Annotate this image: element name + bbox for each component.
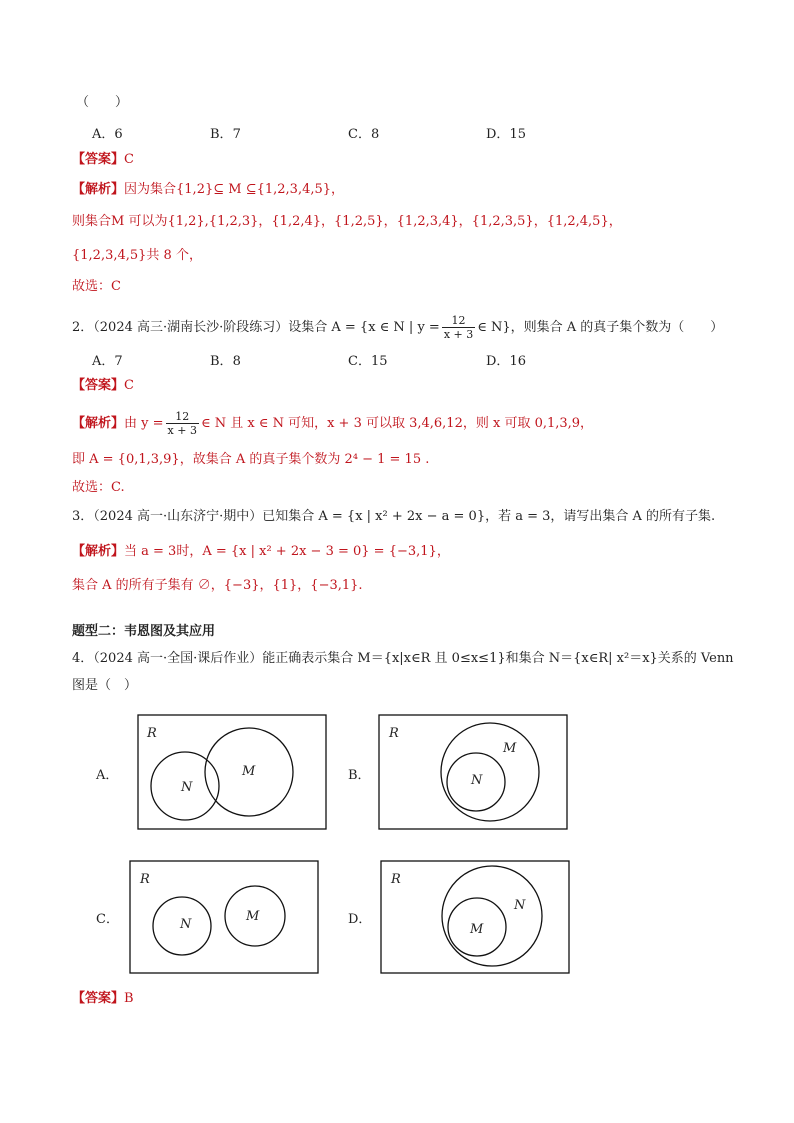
answer-value: C bbox=[124, 152, 134, 167]
venn-c-label-m: M bbox=[246, 909, 260, 924]
venn-diagram-a[interactable] bbox=[137, 714, 327, 830]
q2-option-d[interactable]: D．16 bbox=[486, 354, 526, 369]
q1-paren: （ ） bbox=[76, 95, 129, 110]
q2-analysis-line1: 【解析】由 y = $\frac{12}{x + 3}$ ∈ N 且 x ∈ N 可知，x + 3 可以取 3,4,6,12，则 x 可取 0,1,3,9， bbox=[72, 410, 594, 437]
q2-stem: 2．（2024 高三·湖南长沙·阶段练习）设集合 A = {x ∈ N | y = $\frac{12}{x + 3}$ ∈ N}，则集合 A 的真子集个数为（ ） bbox=[72, 314, 724, 341]
q2-analysis-line2: 即 A = {0,1,3,9}，故集合 A 的真子集个数为 2⁴ − 1 = 15 . bbox=[72, 452, 430, 467]
q1-analysis-line1: 【解析】因为集合{1,2}⊆ M ⊆{1,2,3,4,5}， bbox=[72, 182, 345, 197]
venn-d-label-r: R bbox=[391, 872, 401, 887]
venn-a-label-m: M bbox=[242, 764, 256, 779]
answer-tag: 【答案】 bbox=[72, 152, 125, 167]
q1-option-b[interactable]: B．7 bbox=[210, 127, 241, 142]
q4-answer bbox=[72, 990, 134, 1008]
venn-b-label-n: N bbox=[471, 773, 483, 788]
venn-a-label-r: R bbox=[147, 726, 157, 741]
q4-option-d-letter[interactable]: D． bbox=[348, 912, 372, 927]
venn-diagram-b[interactable] bbox=[378, 714, 568, 830]
q2-fraction: $\frac{12}{x + 3}$ bbox=[443, 314, 474, 341]
q1-option-c[interactable]: C．8 bbox=[348, 127, 380, 142]
q4-option-c-letter[interactable]: C． bbox=[96, 912, 119, 927]
analysis-tag: 【解析】 bbox=[72, 544, 125, 559]
q3-analysis-line1: 【解析】当 a = 3时，A = {x | x² + 2x − 3 = 0} = {−3,1}， bbox=[72, 544, 450, 559]
q1-option-d[interactable]: D．15 bbox=[486, 127, 526, 142]
q1-analysis-line2: 则集合M 可以为{1,2},{1,2,3}，{1,2,4}，{1,2,5}，{1,2,3,4}，{1,2,3,5}，{1,2,4,5}， bbox=[72, 214, 622, 229]
q4-stem-line2: 图是（ ） bbox=[72, 678, 138, 693]
q1-option-a[interactable]: A．6 bbox=[92, 127, 123, 142]
q3-stem: 3．（2024 高一·山东济宁·期中）已知集合 A = {x | x² + 2x − a = 0}，若 a = 3，请写出集合 A 的所有子集. bbox=[72, 509, 716, 524]
q2-option-c[interactable]: C．15 bbox=[348, 354, 388, 369]
q4-option-a-letter[interactable]: A． bbox=[96, 768, 119, 783]
analysis-tag: 【解析】 bbox=[72, 416, 125, 431]
q4-stem-line1: 4．（2024 高一·全国·课后作业）能正确表示集合 M＝{x|x∈R 且 0≤x≤1}和集合 N＝{x∈R| x²＝x}关系的 Venn bbox=[72, 651, 734, 666]
venn-b-label-m: M bbox=[503, 741, 517, 756]
analysis-tag: 【解析】 bbox=[72, 182, 125, 197]
section-title: 题型二：韦恩图及其应用 bbox=[72, 624, 216, 639]
q2-analysis-fraction: $\frac{12}{x + 3}$ bbox=[167, 410, 197, 437]
q4-option-b-letter[interactable]: B． bbox=[348, 768, 371, 783]
q1-conclusion: 故选：C bbox=[72, 279, 121, 294]
venn-diagram-c[interactable] bbox=[129, 860, 319, 974]
answer-tag: 【答案】 bbox=[72, 378, 125, 393]
venn-diagram-d[interactable] bbox=[380, 860, 570, 974]
q3-analysis-line2: 集合 A 的所有子集有 ∅，{−3}，{1}，{−3,1}. bbox=[72, 578, 363, 593]
venn-b-label-r: R bbox=[389, 726, 399, 741]
venn-c-label-r: R bbox=[140, 872, 150, 887]
q1-analysis-line3: {1,2,3,4,5}共 8 个， bbox=[72, 248, 202, 263]
venn-d-label-m: M bbox=[470, 922, 484, 937]
q1-answer bbox=[72, 151, 134, 169]
venn-a-label-n: N bbox=[181, 780, 193, 795]
q2-option-a[interactable]: A．7 bbox=[92, 354, 123, 369]
q2-option-b[interactable]: B．8 bbox=[210, 354, 241, 369]
venn-c-label-n: N bbox=[180, 917, 192, 932]
answer-value: B bbox=[124, 991, 134, 1006]
venn-d-label-n: N bbox=[514, 898, 526, 913]
answer-value: C bbox=[124, 378, 134, 393]
answer-tag: 【答案】 bbox=[72, 991, 125, 1006]
q2-answer bbox=[72, 377, 134, 395]
q2-conclusion: 故选：C. bbox=[72, 480, 125, 495]
